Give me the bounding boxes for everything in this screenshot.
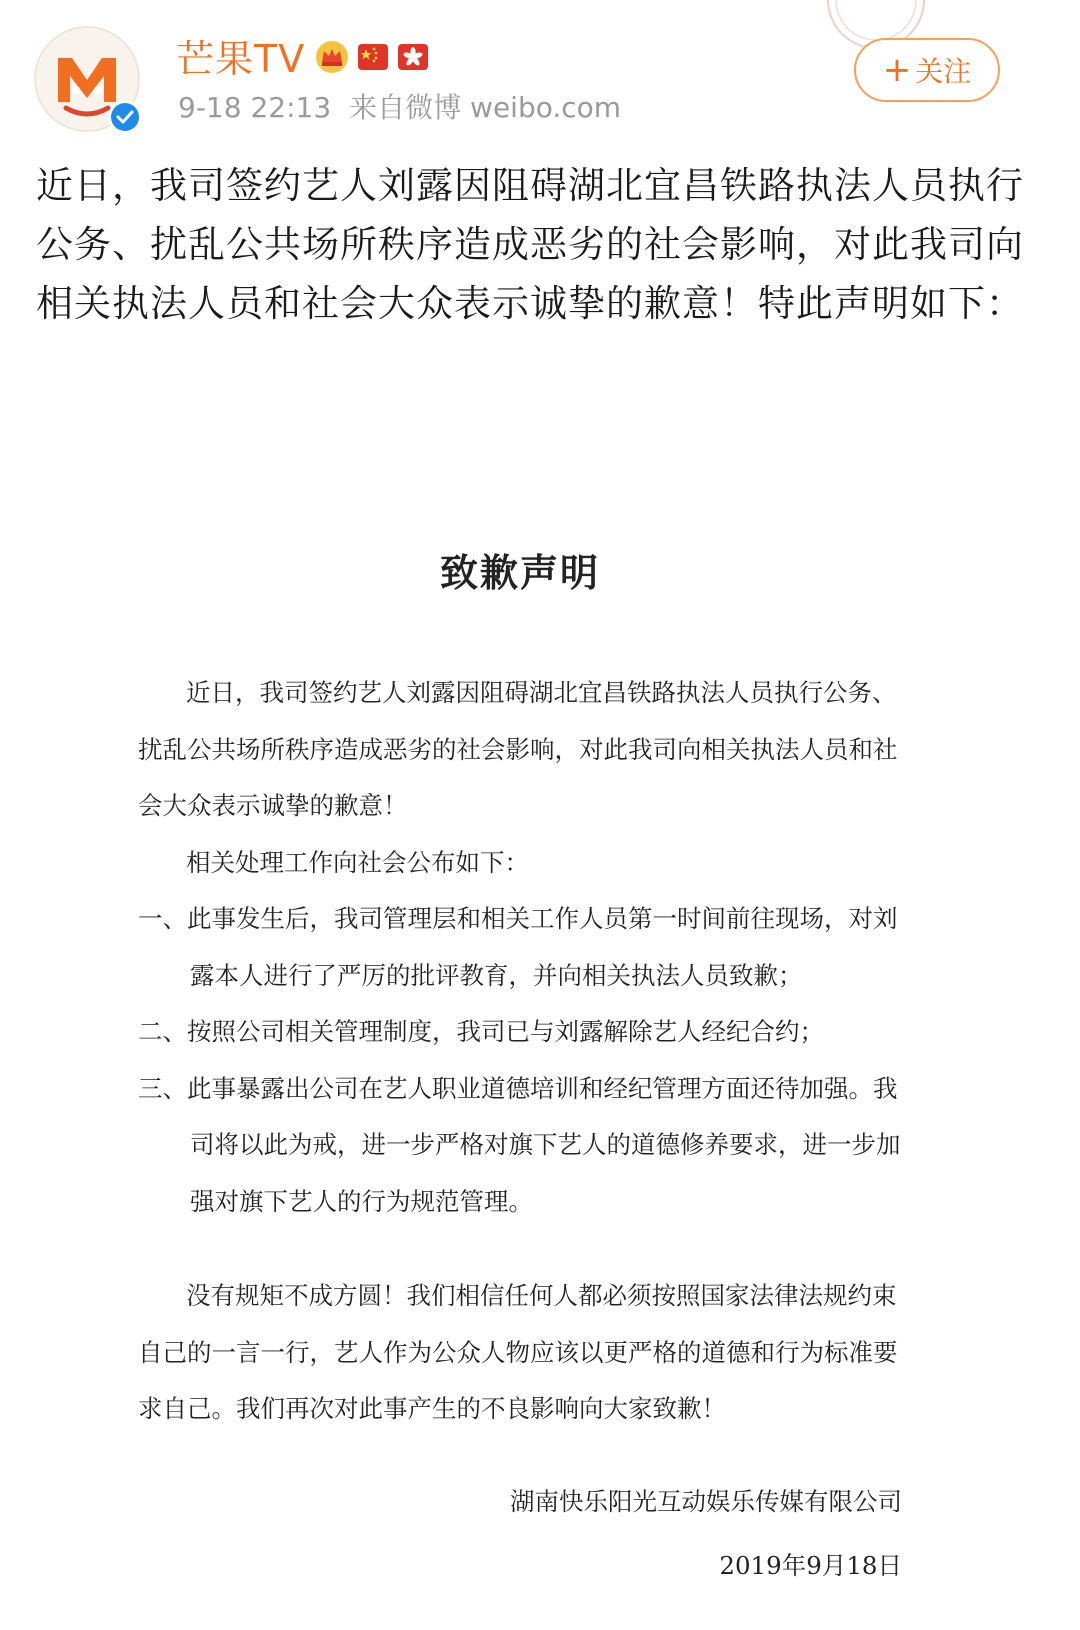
post-source[interactable]: 来自微博 weibo.com — [349, 91, 622, 124]
statement-image[interactable] — [0, 520, 1080, 1630]
hong-kong-flag-icon — [397, 41, 429, 77]
statement-list-item: 一、此事发生后，我司管理层和相关工作人员第一时间前往现场，对刘露本人进行了严厉的批评教育，并向相关执法人员致歉； — [138, 904, 898, 990]
statement-list — [138, 891, 918, 1230]
plus-icon: + — [882, 50, 912, 90]
china-flag-icon — [357, 41, 389, 77]
statement-paragraph-3: 没有规矩不成方圆！我们相信任何人都必须按照国家法律法规约束自己的一言一行，艺人作为公众人物应该以更严格的道德和行为标准要求自己。我们再次对此事产生的不良影响向大家致歉！ — [138, 1281, 898, 1423]
follow-button[interactable] — [854, 38, 1000, 102]
statement-signature: 湖南快乐阳光互动娱乐传媒有限公司 — [510, 1487, 902, 1516]
verified-icon — [108, 100, 142, 134]
statement-body — [138, 665, 918, 1438]
spacer — [138, 1230, 918, 1268]
statement-list-item: 二、按照公司相关管理制度，我司已与刘露解除艺人经纪合约； — [138, 1017, 824, 1046]
badge-group — [315, 40, 437, 78]
statement-date: 2019年9月18日 — [719, 1551, 902, 1580]
post-header — [0, 0, 1080, 150]
post-timestamp: 9-18 22:13 — [178, 91, 332, 124]
statement-title: 致歉声明 — [439, 551, 600, 595]
crown-badge-icon[interactable] — [315, 40, 349, 78]
statement-paragraph-2: 相关处理工作向社会公布如下： — [186, 847, 529, 877]
statement-list-item: 三、此事暴露出公司在艺人职业道德培训和经纪管理方面还待加强。我司将以此为戒，进一步严格对旗下艺人的道德修养要求，进一步加强对旗下艺人的行为规范管理。 — [138, 1073, 901, 1216]
user-name-row — [176, 34, 437, 84]
user-name[interactable]: 芒果TV — [176, 37, 306, 81]
post-meta — [178, 88, 621, 128]
statement-paragraph-1: 近日，我司签约艺人刘露因阻碍湖北宜昌铁路执法人员执行公务、扰乱公共场所秩序造成恶劣的社会影响，对此我司向相关执法人员和社会大众表示诚挚的歉意！ — [138, 678, 898, 820]
follow-button-label: 关注 — [915, 55, 972, 88]
post-text: 近日，我司签约艺人刘露因阻碍湖北宜昌铁路执法人员执行公务、扰乱公共场所秩序造成恶劣的社会影响，对此我司向相关执法人员和社会大众表示诚挚的歉意！特此声明如下： — [36, 164, 1024, 325]
